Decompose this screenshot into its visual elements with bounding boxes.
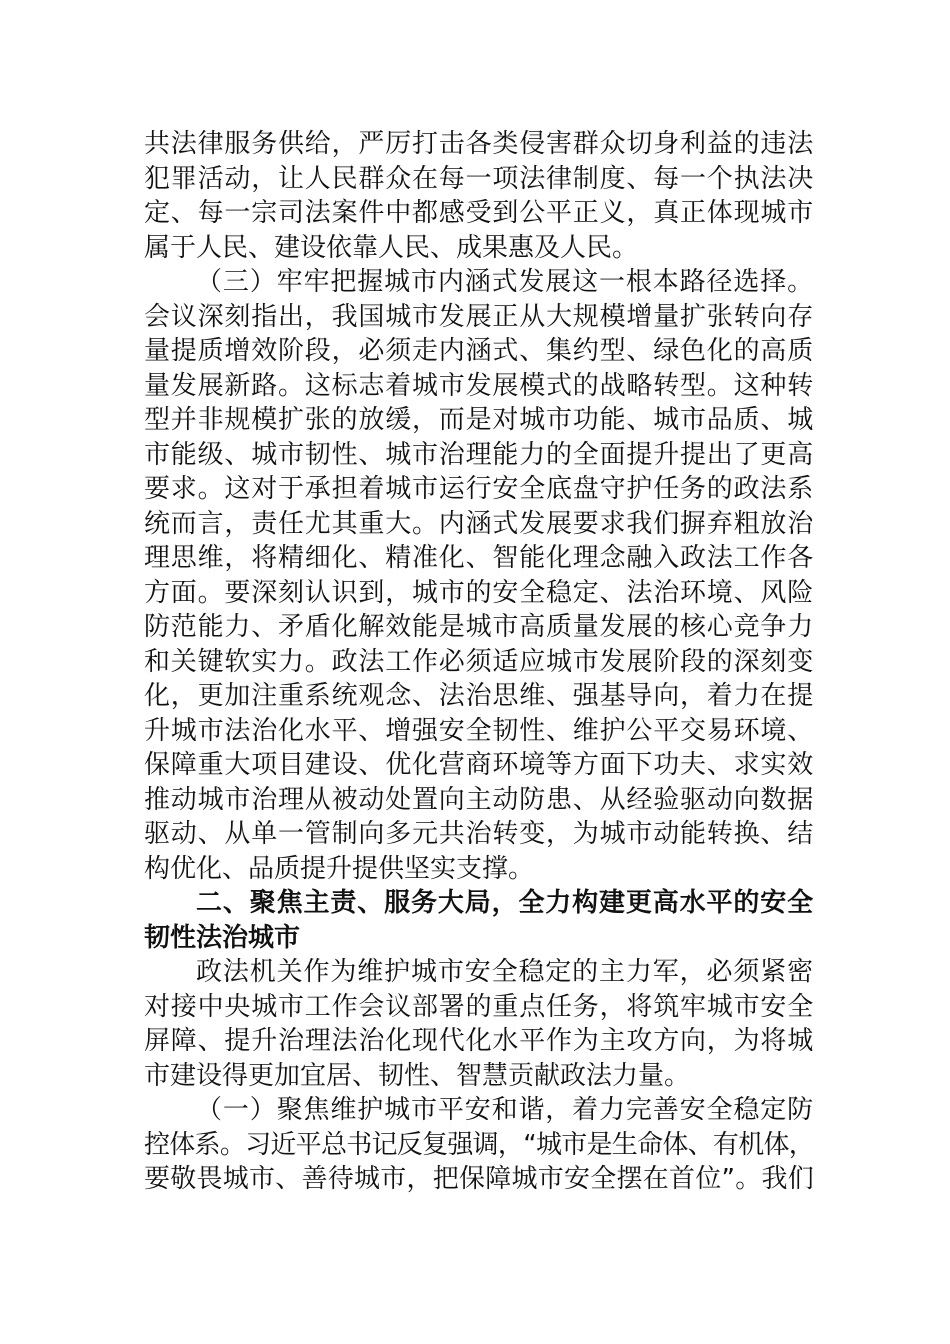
- paragraph-line: 型并非规模扩张的放缓，而是对城市功能、城市品质、城: [144, 405, 815, 435]
- paragraph-line: 会议深刻指出，我国城市发展正从大规模增量扩张转向存: [144, 301, 815, 332]
- paragraph-line: 属于人民、建设依靠人民、成果惠及人民。: [144, 232, 639, 263]
- paragraph-line: 市能级、城市韧性、城市治理能力的全面提升提出了更高: [144, 439, 815, 470]
- paragraph-line: 和关键软实力。政法工作必须适应城市发展阶段的深刻变: [144, 646, 815, 677]
- paragraph-line: （一）聚焦维护城市平安和谐，着力完善安全稳定防: [196, 1095, 815, 1125]
- paragraph-line: 要求。这对于承担着城市运行安全底盘守护任务的政法系: [144, 474, 815, 504]
- paragraph-line: 政法机关作为维护城市安全稳定的主力军，必须紧密: [196, 957, 815, 987]
- paragraph-line: 犯罪活动，让人民群众在每一项法律制度、每一个执法决: [144, 163, 815, 194]
- paragraph-line: 控体系。习近平总书记反复强调，“城市是生命体、有机体，: [144, 1129, 815, 1160]
- paragraph-line: 方面。要深刻认识到，城市的安全稳定、法治环境、风险: [144, 577, 815, 608]
- paragraph-line: 量发展新路。这标志着城市发展模式的战略转型。这种转: [144, 370, 815, 401]
- paragraph-line: 升城市法治化水平、增强安全韧性、维护公平交易环境、: [144, 715, 815, 746]
- paragraph-line: 驱动、从单一管制向多元共治转变，为城市动能转换、结: [144, 819, 815, 849]
- paragraph-line: 要敬畏城市、善待城市，把保障城市安全摆在首位”。我们: [144, 1164, 814, 1194]
- paragraph-line: 化，更加注重系统观念、法治思维、强基导向，着力在提: [144, 681, 815, 711]
- paragraph-line: 量提质增效阶段，必须走内涵式、集约型、绿色化的高质: [144, 336, 815, 366]
- heading-line: 二、聚焦主责、服务大局，全力构建更高水平的安全: [196, 888, 815, 918]
- paragraph-line: 对接中央城市工作会议部署的重点任务，将筑牢城市安全: [144, 991, 815, 1022]
- paragraph-line: 防范能力、矛盾化解效能是城市高质量发展的核心竞争力: [144, 612, 815, 642]
- paragraph-line: 推动城市治理从被动处置向主动防患、从经验驱动向数据: [144, 784, 815, 815]
- paragraph-line: （三）牢牢把握城市内涵式发展这一根本路径选择。: [196, 267, 815, 297]
- paragraph-line: 市建设得更加宜居、韧性、智慧贡献政法力量。: [144, 1060, 691, 1091]
- paragraph-line: 统而言，责任尤其重大。内涵式发展要求我们摒弃粗放治: [144, 508, 815, 539]
- paragraph-line: 定、每一宗司法案件中都感受到公平正义，真正体现城市: [144, 198, 815, 228]
- paragraph-line: 保障重大项目建设、优化营商环境等方面下功夫、求实效: [144, 750, 815, 780]
- heading-line: 韧性法治城市: [144, 922, 301, 953]
- paragraph-line: 共法律服务供给，严厉打击各类侵害群众切身利益的违法: [144, 129, 815, 159]
- paragraph-line: 屏障、提升治理法治化现代化水平作为主攻方向，为将城: [144, 1026, 815, 1056]
- paragraph-line: 构优化、品质提升提供坚实支撑。: [144, 853, 535, 884]
- paragraph-line: 理思维，将精细化、精准化、智能化理念融入政法工作各: [144, 543, 815, 573]
- document-body: [144, 127, 814, 1197]
